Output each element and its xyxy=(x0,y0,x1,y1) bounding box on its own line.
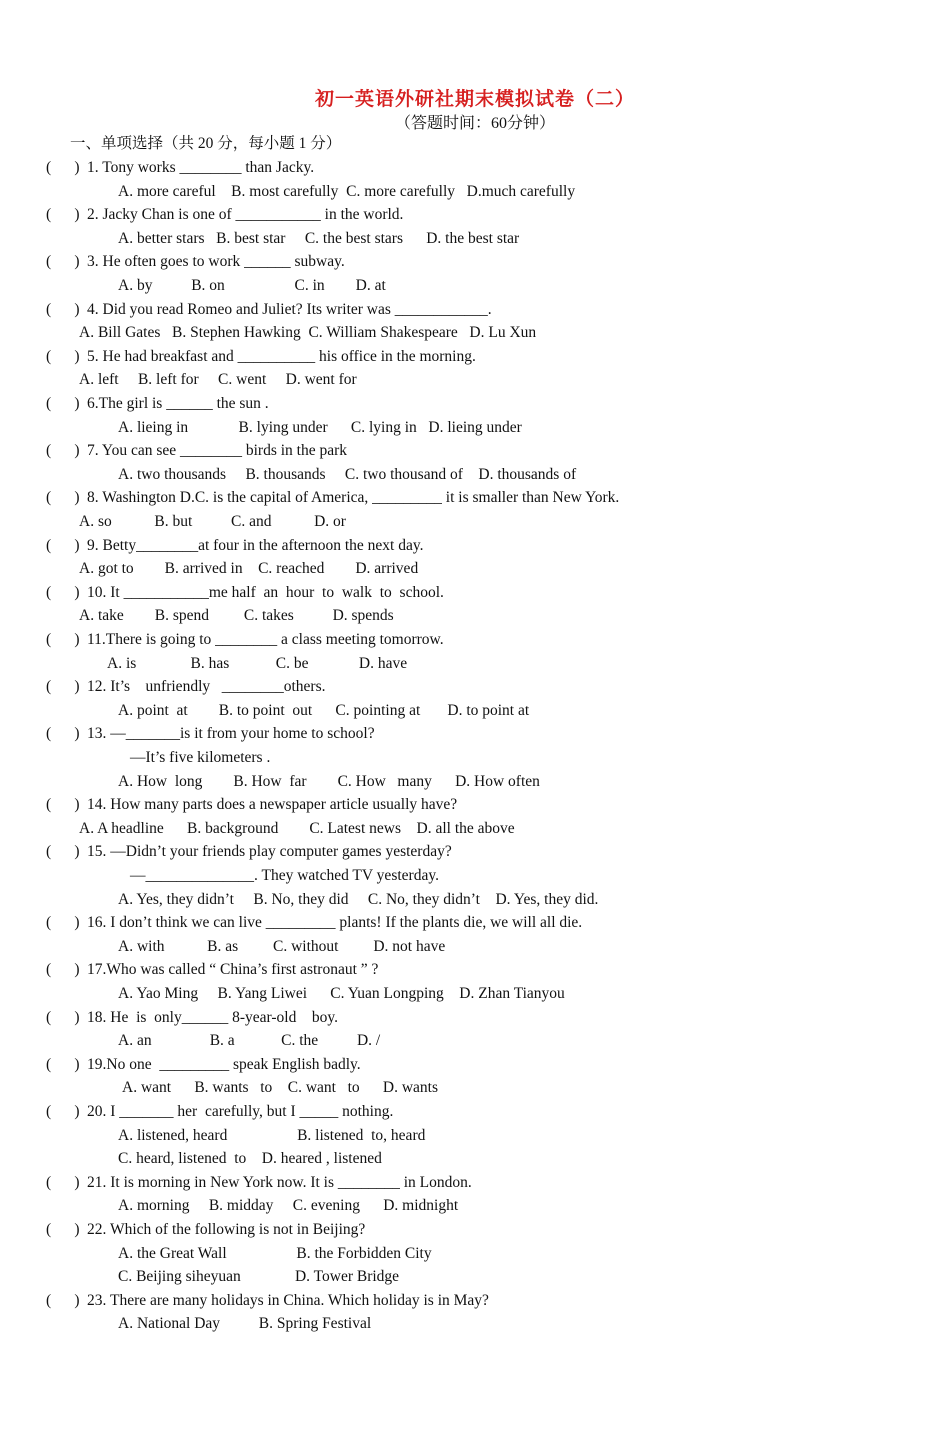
question-options: A. the Great Wall B. the Forbidden City xyxy=(118,1244,432,1262)
section-heading: 一、单项选择（共 20 分，每小题 1 分） xyxy=(70,135,342,152)
question-options: A. by B. on C. in D. at xyxy=(118,277,386,294)
answer-blank[interactable]: ( ) xyxy=(46,843,80,861)
question-text: 5. He had breakfast and __________ his office in the morning. xyxy=(87,347,476,365)
answer-blank[interactable]: ( ) xyxy=(46,796,80,814)
question-text: 7. You can see ________ birds in the park xyxy=(87,442,348,460)
question-options: A. Yao Ming B. Yang Liwei C. Yuan Longping D. Zhan Tianyou xyxy=(118,985,565,1002)
question-options: —It’s five kilometers . xyxy=(130,749,271,766)
answer-blank[interactable]: ( ) xyxy=(46,395,80,412)
answer-blank[interactable]: ( ) xyxy=(46,159,80,176)
answer-blank[interactable]: ( ) xyxy=(46,1291,80,1309)
answer-blank[interactable]: ( ) xyxy=(46,489,80,507)
answer-blank[interactable]: ( ) xyxy=(46,1055,80,1073)
question-options: A. want B. wants to C. want to D. wants xyxy=(122,1079,439,1097)
question-options: A. two thousands B. thousands C. two thousand of D. thousands of xyxy=(118,465,577,483)
answer-blank[interactable]: ( ) xyxy=(46,347,80,365)
answer-blank[interactable]: ( ) xyxy=(46,1103,80,1120)
answer-blank[interactable]: ( ) xyxy=(46,961,80,979)
answer-blank[interactable]: ( ) xyxy=(46,442,80,460)
question-options: A. point at B. to point out C. pointing at D. to point at xyxy=(118,701,530,719)
question-options: A. take B. spend C. takes D. spends xyxy=(79,607,394,625)
question-text: 14. How many parts does a newspaper article usually have? xyxy=(87,796,458,814)
question-text: 10. It ___________me half an hour to walk to school. xyxy=(87,583,444,601)
question-options: A. Bill Gates B. Stephen Hawking C. William Shakespeare D. Lu Xun xyxy=(79,324,537,342)
question-text: 23. There are many holidays in China. Which holiday is in May? xyxy=(87,1291,489,1309)
question-text: 15. —Didn’t your friends play computer games yesterday? xyxy=(87,843,452,861)
question-text: 19.No one _________ speak English badly. xyxy=(87,1055,361,1073)
question-options: A. got to B. arrived in C. reached D. arrived xyxy=(79,560,419,578)
question-text: 9. Betty________at four in the afternoon the next day. xyxy=(87,536,424,554)
answer-blank[interactable]: ( ) xyxy=(46,1221,80,1238)
question-text: 22. Which of the following is not in Beijing? xyxy=(87,1221,366,1238)
question-options: A. How long B. How far C. How many D. How often xyxy=(118,772,540,790)
exam-subtitle: （答题时间：60分钟） xyxy=(394,115,555,132)
question-text: 17.Who was called “ China’s first astronaut ” ? xyxy=(87,961,379,979)
question-options: C. heard, listened to D. heared , listened xyxy=(118,1150,382,1168)
answer-blank[interactable]: ( ) xyxy=(46,536,80,554)
question-text: 1. Tony works ________ than Jacky. xyxy=(87,159,315,176)
answer-blank[interactable]: ( ) xyxy=(46,206,80,224)
answer-blank[interactable]: ( ) xyxy=(46,1008,80,1026)
question-options: A. so B. but C. and D. or xyxy=(79,513,346,530)
answer-blank[interactable]: ( ) xyxy=(46,678,80,696)
question-text: 13. —_______is it from your home to school? xyxy=(87,725,375,743)
question-options: A. A headline B. background C. Latest news D. all the above xyxy=(79,819,515,837)
question-options: A. lieing in B. lying under C. lying in D. lieing under xyxy=(118,418,522,436)
question-text: 6.The girl is ______ the sun . xyxy=(87,395,269,412)
question-options: C. Beijing siheyuan D. Tower Bridge xyxy=(118,1268,400,1286)
question-text: 4. Did you read Romeo and Juliet? Its writer was ____________. xyxy=(87,300,492,318)
question-options: A. left B. left for C. went D. went for xyxy=(79,371,357,389)
question-options: A. with B. as C. without D. not have xyxy=(118,937,446,955)
answer-blank[interactable]: ( ) xyxy=(46,583,80,601)
question-text: 18. He is only______ 8-year-old boy. xyxy=(87,1008,338,1026)
question-options: A. is B. has C. be D. have xyxy=(107,654,408,672)
question-text: 8. Washington D.C. is the capital of America, _________ it is smaller than New York. xyxy=(87,489,620,507)
question-text: 20. I _______ her carefully, but I _____ nothing. xyxy=(87,1103,394,1120)
answer-blank[interactable]: ( ) xyxy=(46,914,80,932)
question-text: 11.There is going to ________ a class meeting tomorrow. xyxy=(87,631,444,648)
question-options: A. better stars B. best star C. the best stars D. the best star xyxy=(118,229,520,247)
question-options: A. Yes, they didn’t B. No, they did C. No, they didn’t D. Yes, they did. xyxy=(118,890,599,908)
question-options: A. an B. a C. the D. / xyxy=(118,1032,381,1050)
answer-blank[interactable]: ( ) xyxy=(46,1173,80,1191)
question-text: 16. I don’t think we can live _________ plants! If the plants die, we will all die. xyxy=(87,914,583,932)
question-text: 21. It is morning in New York now. It is ________ in London. xyxy=(87,1173,472,1191)
exam-title: 初一英语外研社期末模拟试卷（二） xyxy=(314,88,635,110)
question-text: 12. It’s unfriendly ________others. xyxy=(87,678,326,696)
question-text: 2. Jacky Chan is one of ___________ in the world. xyxy=(87,206,404,224)
answer-blank[interactable]: ( ) xyxy=(46,253,80,271)
answer-blank[interactable]: ( ) xyxy=(46,725,80,743)
question-options: A. more careful B. most carefully C. more carefully D.much carefully xyxy=(118,182,576,200)
question-options: —______________. They watched TV yesterday. xyxy=(130,867,439,884)
question-options: A. National Day B. Spring Festival xyxy=(118,1315,372,1333)
question-text: 3. He often goes to work ______ subway. xyxy=(87,253,345,271)
answer-blank[interactable]: ( ) xyxy=(46,631,80,648)
answer-blank[interactable]: ( ) xyxy=(46,300,80,318)
question-options: A. morning B. midday C. evening D. midnight xyxy=(118,1197,459,1215)
question-options: A. listened, heard B. listened to, heard xyxy=(118,1126,426,1144)
